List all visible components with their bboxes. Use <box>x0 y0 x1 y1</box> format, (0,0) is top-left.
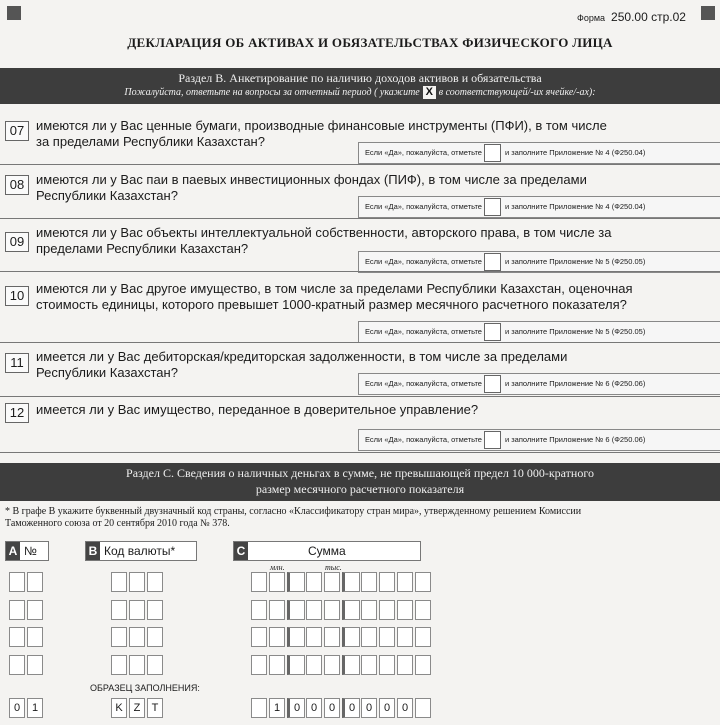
yes-checkbox[interactable] <box>484 431 501 449</box>
number-cell[interactable] <box>9 655 25 675</box>
amount-cell[interactable] <box>397 572 413 592</box>
sample-amount-cell: 0 <box>342 698 360 718</box>
yes-checkbox[interactable] <box>484 253 501 271</box>
number-cell[interactable] <box>9 600 25 620</box>
question-note: Если «Да», пожалуйста, отметьте и заполните Приложение № 5 (Ф250.05) <box>358 251 720 273</box>
amount-cell[interactable] <box>269 627 285 647</box>
question-text: имеются ли у Вас ценные бумаги, производные финансовые инструменты (ПФИ), в том числе за пределами Республики Казахстан? <box>36 118 607 149</box>
column-c-header <box>233 541 421 561</box>
currency-code-cell[interactable] <box>111 655 127 675</box>
sample-amount-cell: 0 <box>324 698 340 718</box>
currency-code-cell[interactable] <box>111 572 127 592</box>
section-b-header <box>0 68 720 104</box>
amount-cell[interactable] <box>251 600 267 620</box>
currency-code-cell[interactable] <box>111 627 127 647</box>
currency-code-cell[interactable] <box>147 655 163 675</box>
amount-cell[interactable] <box>287 655 305 675</box>
sample-label: ОБРАЗЕЦ ЗАПОЛНЕНИЯ: <box>90 683 200 693</box>
yes-checkbox[interactable] <box>484 375 501 393</box>
currency-code-cell[interactable] <box>129 627 145 647</box>
amount-cell[interactable] <box>324 627 340 647</box>
amount-cell[interactable] <box>251 572 267 592</box>
amount-cell[interactable] <box>415 572 431 592</box>
currency-code-cell[interactable] <box>111 600 127 620</box>
yes-checkbox[interactable] <box>484 198 501 216</box>
question-note: Если «Да», пожалуйста, отметьте и заполните Приложение № 5 (Ф250.05) <box>358 321 720 343</box>
corner-mark-left <box>7 6 21 20</box>
mark-example: X <box>423 86 436 99</box>
million-label: млн. <box>270 563 285 572</box>
column-c-tag: C <box>234 542 248 560</box>
row-divider <box>0 396 720 397</box>
sample-amount-cell: 1 <box>269 698 285 718</box>
yes-checkbox[interactable] <box>484 323 501 341</box>
question-text: имеются ли у Вас другое имущество, в том числе за пределами Республики Казахстан, оценочная стоимость единицы, которого превышет 1000-кратный размер месячного расчетного показателя? <box>36 281 633 312</box>
amount-cell[interactable] <box>306 600 322 620</box>
question-text: имеются ли у Вас паи в паевых инвестиционных фондах (ПИФ), в том числе за пределами Республики Казахстан? <box>36 172 587 203</box>
question-number: 09 <box>5 232 29 252</box>
thousand-label: тыс. <box>325 563 342 572</box>
column-b-header <box>85 541 197 561</box>
column-b-tag: B <box>86 542 100 560</box>
section-b-title: Раздел В. Анкетирование по наличию доходов активов и обязательства <box>178 71 542 85</box>
amount-cell[interactable] <box>269 655 285 675</box>
number-cell[interactable] <box>27 600 43 620</box>
amount-cell[interactable] <box>269 572 285 592</box>
question-text: имеется ли у Вас имущество, переданное в доверительное управление? <box>36 402 479 417</box>
section-c-footnote: * В графе В укажите буквенный двузначный код страны, согласно «Классификатору стран мира», утвержденному решением Комиссии Таможенного союза от 20 сентября 2010 года № 378. <box>5 506 582 529</box>
amount-cell[interactable] <box>361 572 377 592</box>
amount-cell[interactable] <box>361 600 377 620</box>
sample-number-cell: 1 <box>27 698 43 718</box>
amount-cell[interactable] <box>251 655 267 675</box>
currency-code-cell[interactable] <box>147 600 163 620</box>
question-note: Если «Да», пожалуйста, отметьте и заполните Приложение № 6 (Ф250.06) <box>358 373 720 395</box>
sample-amount-cell: 0 <box>379 698 395 718</box>
amount-cell[interactable] <box>379 572 395 592</box>
number-cell[interactable] <box>9 572 25 592</box>
sample-amount-cell: 0 <box>361 698 377 718</box>
sample-amount-cell <box>415 698 431 718</box>
amount-cell[interactable] <box>324 572 340 592</box>
sample-amount-cell: 0 <box>397 698 413 718</box>
form-number: Форма 250.00 стр.02 <box>577 10 686 24</box>
question-number: 12 <box>5 403 29 423</box>
row-divider <box>0 164 720 165</box>
amount-cell[interactable] <box>342 600 360 620</box>
question-text: имеется ли у Вас дебиторская/кредиторская задолженности, в том числе за пределами Республики Казахстан? <box>36 349 568 380</box>
currency-code-cell[interactable] <box>129 655 145 675</box>
column-a-label: № <box>24 544 37 558</box>
column-b-label: Код валюты* <box>104 544 176 558</box>
sample-currency-cell: K <box>111 698 127 718</box>
column-c-label: Сумма <box>308 544 346 558</box>
sample-currency-cell: T <box>147 698 163 718</box>
question-note: Если «Да», пожалуйста, отметьте и заполните Приложение № 4 (Ф250.04) <box>358 196 720 218</box>
sample-amount-cell: 0 <box>306 698 322 718</box>
sample-amount-cell <box>251 698 267 718</box>
question-number: 08 <box>5 175 29 195</box>
number-cell[interactable] <box>9 627 25 647</box>
number-cell[interactable] <box>27 655 43 675</box>
yes-checkbox[interactable] <box>484 144 501 162</box>
sample-amount-cell: 0 <box>287 698 305 718</box>
amount-cell[interactable] <box>415 627 431 647</box>
sample-number-cell: 0 <box>9 698 25 718</box>
section-c-title-line2: размер месячного расчетного показателя <box>255 482 465 496</box>
amount-cell[interactable] <box>361 655 377 675</box>
question-note: Если «Да», пожалуйста, отметьте и заполните Приложение № 6 (Ф250.06) <box>358 429 720 451</box>
amount-cell[interactable] <box>269 600 285 620</box>
question-note: Если «Да», пожалуйста, отметьте и заполните Приложение № 4 (Ф250.04) <box>358 142 720 164</box>
currency-code-cell[interactable] <box>129 572 145 592</box>
amount-cell[interactable] <box>379 655 395 675</box>
amount-cell[interactable] <box>306 627 322 647</box>
currency-code-cell[interactable] <box>147 627 163 647</box>
amount-cell[interactable] <box>324 600 340 620</box>
row-divider <box>0 452 720 453</box>
currency-code-cell[interactable] <box>129 600 145 620</box>
number-cell[interactable] <box>27 627 43 647</box>
sample-currency-cell: Z <box>129 698 145 718</box>
section-c-title-line1: Раздел С. Сведения о наличных деньгах в сумме, не превышающей предел 10 000-кратного <box>126 466 594 480</box>
amount-cell[interactable] <box>342 572 360 592</box>
amount-cell[interactable] <box>324 655 340 675</box>
row-divider <box>0 271 720 272</box>
amount-cell[interactable] <box>379 600 395 620</box>
amount-cell[interactable] <box>306 655 322 675</box>
amount-cell[interactable] <box>379 627 395 647</box>
question-text: имеются ли у Вас объекты интеллектуальной собственности, авторского права, в том числе за пределами Республики Казахстан? <box>36 225 612 256</box>
amount-cell[interactable] <box>306 572 322 592</box>
number-cell[interactable] <box>27 572 43 592</box>
amount-cell[interactable] <box>397 655 413 675</box>
amount-cell[interactable] <box>397 627 413 647</box>
amount-cell[interactable] <box>287 627 305 647</box>
amount-cell[interactable] <box>251 627 267 647</box>
column-a-header <box>5 541 49 561</box>
amount-cell[interactable] <box>342 627 360 647</box>
amount-cell[interactable] <box>287 572 305 592</box>
corner-mark-right <box>701 6 715 20</box>
row-divider <box>0 342 720 343</box>
amount-cell[interactable] <box>415 655 431 675</box>
section-b-instruction: Пожалуйста, ответьте на вопросы за отчетный период ( укажите X в соответствующей/-их ячейке/-ах): <box>124 86 596 98</box>
amount-cell[interactable] <box>415 600 431 620</box>
amount-cell[interactable] <box>287 600 305 620</box>
page-title: ДЕКЛАРАЦИЯ ОБ АКТИВАХ И ОБЯЗАТЕЛЬСТВАХ ФИЗИЧЕСКОГО ЛИЦА <box>127 35 613 50</box>
question-number: 10 <box>5 286 29 306</box>
amount-cell[interactable] <box>397 600 413 620</box>
section-c-header <box>0 463 720 501</box>
column-a-tag: A <box>6 542 20 560</box>
question-number: 11 <box>5 353 29 373</box>
row-divider <box>0 218 720 219</box>
amount-cell[interactable] <box>342 655 360 675</box>
amount-cell[interactable] <box>361 627 377 647</box>
question-number: 07 <box>5 121 29 141</box>
currency-code-cell[interactable] <box>147 572 163 592</box>
